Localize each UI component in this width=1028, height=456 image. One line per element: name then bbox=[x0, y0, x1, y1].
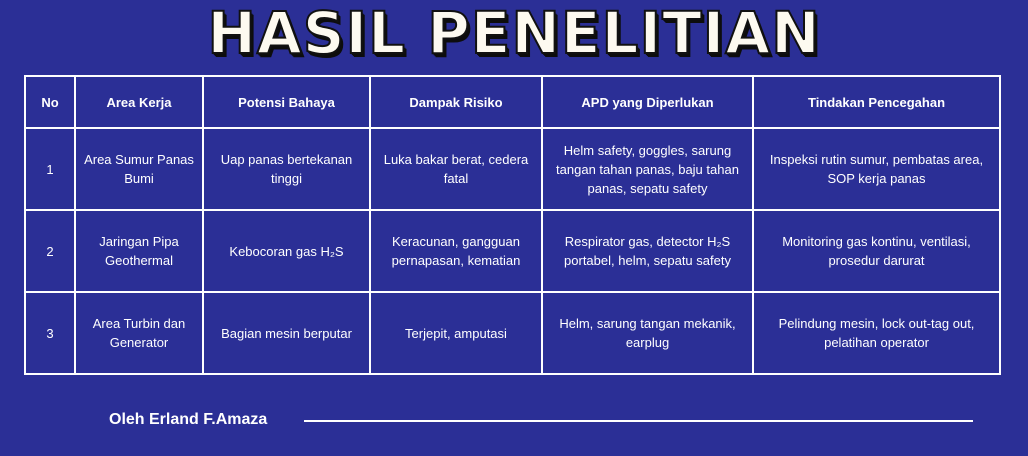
table-header-row bbox=[25, 76, 1000, 128]
page-title: HASIL PENELITIAN bbox=[207, 0, 821, 67]
table-row bbox=[25, 210, 1000, 292]
cell-area-kerja: Area Turbin dan Generator bbox=[75, 292, 203, 374]
header-dampak-risiko: Dampak Risiko bbox=[370, 76, 542, 128]
cell-no: 1 bbox=[25, 128, 75, 210]
cell-potensi-bahaya: Uap panas bertekanan tinggi bbox=[203, 128, 370, 210]
table-row bbox=[25, 292, 1000, 374]
cell-tindakan-pencegahan: Monitoring gas kontinu, ventilasi, prosedur darurat bbox=[753, 210, 1000, 292]
header-no: No bbox=[25, 76, 75, 128]
header-apd: APD yang Diperlukan bbox=[542, 76, 753, 128]
cell-area-kerja: Area Sumur Panas Bumi bbox=[75, 128, 203, 210]
header-area-kerja: Area Kerja bbox=[75, 76, 203, 128]
header-tindakan-pencegahan: Tindakan Pencegahan bbox=[753, 76, 1000, 128]
header-potensi-bahaya: Potensi Bahaya bbox=[203, 76, 370, 128]
cell-tindakan-pencegahan: Inspeksi rutin sumur, pembatas area, SOP kerja panas bbox=[753, 128, 1000, 210]
results-table bbox=[24, 75, 1001, 375]
author-credit: Oleh Erland F.Amaza bbox=[109, 411, 268, 428]
cell-apd: Helm, sarung tangan mekanik, earplug bbox=[542, 292, 753, 374]
cell-potensi-bahaya: Bagian mesin berputar bbox=[203, 292, 370, 374]
cell-no: 3 bbox=[25, 292, 75, 374]
table-row bbox=[25, 128, 1000, 210]
cell-apd: Helm safety, goggles, sarung tangan tahan panas, baju tahan panas, sepatu safety bbox=[542, 128, 753, 210]
cell-apd: Respirator gas, detector H₂S portabel, helm, sepatu safety bbox=[542, 210, 753, 292]
footer-divider bbox=[304, 420, 973, 422]
cell-no: 2 bbox=[25, 210, 75, 292]
cell-area-kerja: Jaringan Pipa Geothermal bbox=[75, 210, 203, 292]
cell-potensi-bahaya: Kebocoran gas H₂S bbox=[203, 210, 370, 292]
cell-dampak-risiko: Keracunan, gangguan pernapasan, kematian bbox=[370, 210, 542, 292]
cell-tindakan-pencegahan: Pelindung mesin, lock out-tag out, pelatihan operator bbox=[753, 292, 1000, 374]
cell-dampak-risiko: Terjepit, amputasi bbox=[370, 292, 542, 374]
cell-dampak-risiko: Luka bakar berat, cedera fatal bbox=[370, 128, 542, 210]
